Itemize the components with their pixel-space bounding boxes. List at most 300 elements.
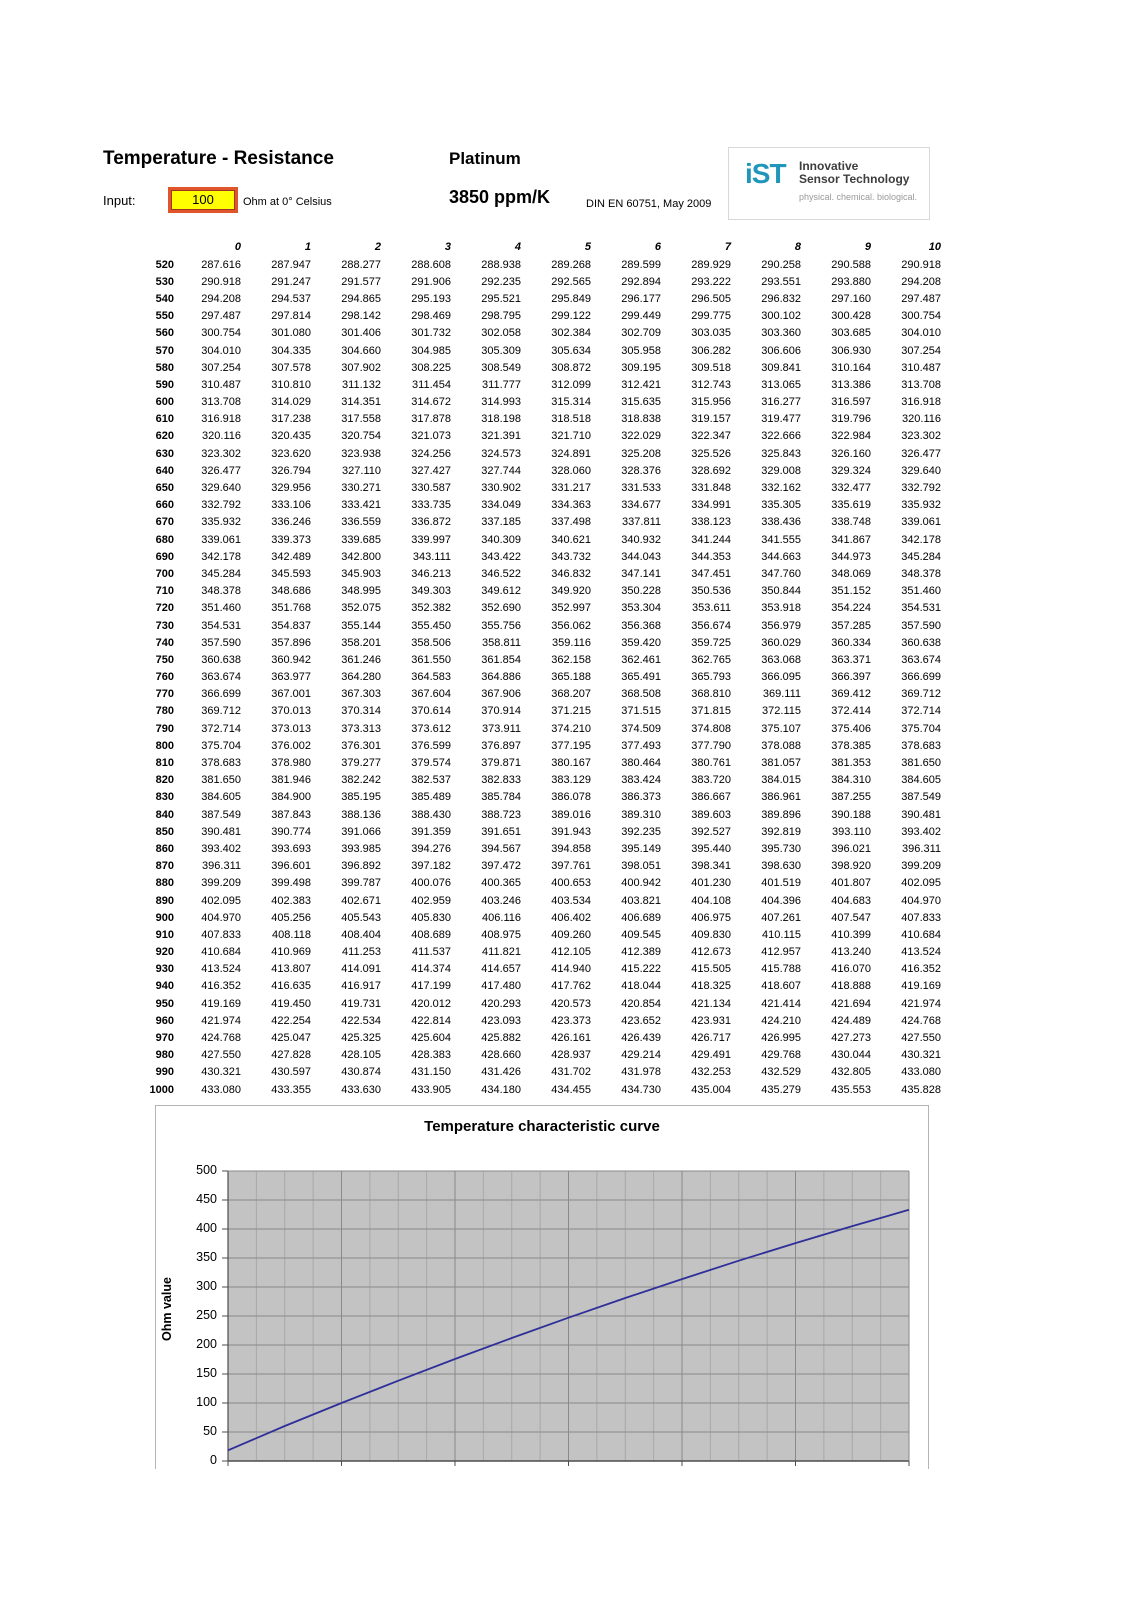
table-row [100,583,944,600]
resistance-value-cell: 373.911 [482,722,521,735]
resistance-value-cell: 358.811 [482,636,521,649]
resistance-value-cell: 412.957 [761,946,801,959]
row-label: 530 [155,275,174,288]
resistance-value-cell: 317.238 [271,413,311,426]
resistance-value-cell: 369.111 [762,688,801,701]
resistance-value-cell: 402.095 [201,894,241,907]
resistance-value-cell: 380.167 [551,757,591,770]
table-row [100,858,944,875]
resistance-value-cell: 356.674 [691,619,731,632]
resistance-value-cell: 310.487 [901,361,941,374]
resistance-value-cell: 381.353 [831,757,871,770]
resistance-value-cell: 425.047 [271,1032,311,1045]
resistance-value-cell: 295.521 [481,292,521,305]
resistance-value-cell: 340.932 [621,533,661,546]
resistance-value-cell: 354.224 [831,602,871,615]
resistance-value-cell: 409.260 [551,928,591,941]
resistance-value-cell: 315.314 [551,396,591,409]
resistance-value-cell: 387.255 [831,791,871,804]
resistance-value-cell: 329.008 [761,464,801,477]
resistance-value-cell: 357.590 [201,636,241,649]
resistance-value-cell: 405.543 [341,911,381,924]
y-axis-tick-label: 50 [203,1424,217,1438]
resistance-value-cell: 317.558 [341,413,381,426]
resistance-value-cell: 327.744 [481,464,521,477]
resistance-value-cell: 358.506 [411,636,451,649]
resistance-value-cell: 291.906 [411,275,451,288]
resistance-value-cell: 415.222 [621,963,661,976]
resistance-value-cell: 419.731 [341,997,381,1010]
resistance-value-cell: 329.640 [901,464,941,477]
resistance-value-cell: 413.240 [831,946,871,959]
resistance-value-cell: 363.977 [271,671,311,684]
resistance-value-cell: 349.303 [411,585,451,598]
row-label: 920 [155,946,174,959]
resistance-value-cell: 289.929 [691,258,731,271]
resistance-value-cell: 360.638 [901,636,941,649]
resistance-value-cell: 334.363 [551,499,591,512]
resistance-value-cell: 402.959 [411,894,451,907]
resistance-value-cell: 342.800 [341,550,381,563]
resistance-value-cell: 405.256 [271,911,311,924]
column-header: 9 [864,241,871,253]
row-label: 980 [155,1049,174,1062]
resistance-value-cell: 373.612 [411,722,451,735]
y-axis-tick-label: 100 [196,1395,217,1409]
resistance-value-cell: 335.305 [761,499,801,512]
row-label: 780 [155,705,174,718]
resistance-value-cell: 421.694 [831,997,871,1010]
table-body [100,256,944,1098]
resistance-value-cell: 425.882 [481,1032,521,1045]
resistance-value-cell: 398.920 [831,860,871,873]
resistance-value-cell: 375.406 [831,722,871,735]
resistance-value-cell: 352.382 [411,602,451,615]
resistance-value-cell: 418.044 [621,980,661,993]
resistance-value-cell: 398.341 [691,860,731,873]
resistance-value-cell: 384.605 [901,774,941,787]
resistance-value-cell: 327.110 [342,464,381,477]
row-label: 840 [155,808,174,821]
resistance-value-cell: 299.775 [691,310,731,323]
resistance-value-cell: 369.712 [901,688,941,701]
resistance-value-cell: 303.685 [831,327,871,340]
resistance-value-cell: 377.493 [621,739,661,752]
resistance-value-cell: 387.843 [271,808,311,821]
resistance-value-cell: 292.894 [621,275,661,288]
resistance-value-cell: 389.016 [551,808,591,821]
logo-tagline: physical. chemical. biological. [799,192,918,202]
resistance-value-cell: 424.768 [201,1032,241,1045]
resistance-value-cell: 433.905 [411,1083,451,1096]
resistance-value-cell: 407.547 [831,911,871,924]
resistance-value-cell: 433.355 [271,1083,311,1096]
resistance-value-cell: 426.439 [621,1032,661,1045]
resistance-value-cell: 336.872 [411,516,451,529]
resistance-value-cell: 400.076 [411,877,451,890]
resistance-value-cell: 368.508 [621,688,661,701]
resistance-value-cell: 311.777 [482,378,521,391]
table-row [100,1064,944,1081]
resistance-value-cell: 389.310 [621,808,661,821]
resistance-value-cell: 419.450 [271,997,311,1010]
row-label: 610 [155,413,174,426]
resistance-value-cell: 381.650 [201,774,241,787]
resistance-value-cell: 331.533 [621,482,661,495]
resistance-value-cell: 404.970 [901,894,941,907]
resistance-value-cell: 417.480 [481,980,521,993]
row-label: 970 [155,1032,174,1045]
resistance-value-cell: 400.942 [621,877,661,890]
resistance-value-cell: 299.122 [551,310,591,323]
resistance-value-cell: 386.373 [621,791,661,804]
y-axis-tick-label: 350 [196,1250,217,1264]
resistance-value-cell: 294.208 [901,275,941,288]
resistance-value-cell: 389.603 [691,808,731,821]
company-logo [728,147,930,220]
temperature-coefficient: 3850 ppm/K [449,187,551,207]
resistance-value-cell: 399.498 [271,877,311,890]
resistance-value-cell: 371.515 [621,705,661,718]
resistance-value-cell: 410.684 [901,928,941,941]
row-label: 910 [155,928,174,941]
table-row [100,342,944,359]
resistance-value-cell: 412.105 [551,946,591,959]
resistance-value-cell: 366.397 [831,671,871,684]
row-label: 950 [155,997,174,1010]
resistance-value-cell: 354.531 [901,602,941,615]
table-row [100,565,944,582]
resistance-value-cell: 297.487 [901,292,941,305]
resistance-value-cell: 404.970 [201,911,241,924]
resistance-value-cell: 343.111 [412,550,451,563]
resistance-value-cell: 291.247 [271,275,311,288]
resistance-value-cell: 350.844 [761,585,801,598]
resistance-value-cell: 347.451 [691,567,731,580]
resistance-value-cell: 290.588 [831,258,871,271]
resistance-value-cell: 411.253 [342,946,381,959]
table-row [100,840,944,857]
resistance-value-cell: 379.277 [341,757,381,770]
resistance-value-cell: 328.692 [691,464,731,477]
resistance-value-cell: 413.807 [271,963,311,976]
table-header-row [100,238,944,256]
resistance-value-cell: 355.144 [341,619,381,632]
resistance-value-cell: 372.414 [831,705,871,718]
resistance-value-cell: 393.402 [901,825,941,838]
resistance-value-cell: 298.795 [481,310,521,323]
column-header: 2 [374,241,381,253]
row-label: 730 [155,619,174,632]
row-label: 640 [155,464,174,477]
row-label: 580 [155,361,174,374]
table-row [100,1081,944,1098]
row-label: 930 [155,963,174,976]
resistance-value-cell: 329.956 [271,482,311,495]
resistance-value-cell: 410.115 [762,928,801,941]
resistance-value-cell: 403.246 [481,894,521,907]
resistance-value-cell: 334.677 [621,499,661,512]
resistance-value-cell: 370.914 [481,705,521,718]
row-label: 590 [155,378,174,391]
resistance-value-cell: 321.073 [411,430,451,443]
resistance-value-cell: 318.198 [481,413,521,426]
resistance-value-cell: 383.424 [621,774,661,787]
resistance-value-cell: 304.335 [271,344,311,357]
resistance-value-cell: 314.029 [271,396,311,409]
row-label: 550 [155,310,174,323]
resistance-value-cell: 370.614 [411,705,451,718]
table-row [100,909,944,926]
resistance-value-cell: 365.188 [551,671,591,684]
resistance-value-cell: 316.918 [901,396,941,409]
resistance-value-cell: 366.095 [761,671,801,684]
resistance-value-cell: 412.389 [621,946,661,959]
resistance-value-cell: 397.761 [551,860,591,873]
resistance-value-cell: 408.404 [341,928,381,941]
resistance-value-cell: 396.021 [831,842,871,855]
resistance-table [100,238,944,1098]
resistance-value-cell: 366.699 [901,671,941,684]
table-row [100,497,944,514]
resistance-value-cell: 419.169 [901,980,941,993]
resistance-value-cell: 364.583 [411,671,451,684]
resistance-value-cell: 401.807 [831,877,871,890]
resistance-value-cell: 420.573 [551,997,591,1010]
resistance-value-cell: 425.604 [411,1032,451,1045]
resistance-value-cell: 321.710 [551,430,591,443]
resistance-value-cell: 339.373 [271,533,311,546]
column-header: 0 [234,241,241,253]
resistance-value-cell: 340.309 [481,533,521,546]
row-label: 790 [155,722,174,735]
resistance-value-cell: 319.796 [831,413,871,426]
resistance-input[interactable]: 100 [168,187,238,213]
row-label: 1000 [149,1083,174,1096]
resistance-value-cell: 342.178 [901,533,941,546]
resistance-value-cell: 430.044 [831,1049,871,1062]
resistance-value-cell: 362.158 [551,653,591,666]
resistance-value-cell: 417.199 [411,980,451,993]
resistance-value-cell: 409.830 [691,928,731,941]
resistance-value-cell: 313.708 [201,396,241,409]
resistance-value-cell: 326.477 [201,464,241,477]
table-row [100,325,944,342]
row-label: 750 [155,653,174,666]
resistance-value-cell: 302.384 [551,327,591,340]
resistance-value-cell: 420.293 [481,997,521,1010]
resistance-value-cell: 322.029 [621,430,661,443]
resistance-value-cell: 411.821 [482,946,521,959]
resistance-value-cell: 424.210 [761,1014,801,1027]
resistance-value-cell: 344.043 [621,550,661,563]
table-row [100,514,944,531]
resistance-value-cell: 351.460 [901,585,941,598]
table-row [100,1029,944,1046]
ist-logo-icon: iST [745,158,786,189]
resistance-value-cell: 433.080 [201,1083,241,1096]
resistance-value-cell: 323.620 [271,447,311,460]
resistance-value-cell: 435.279 [761,1083,801,1096]
resistance-value-cell: 293.880 [831,275,871,288]
table-row [100,256,944,273]
resistance-value-cell: 313.065 [761,378,801,391]
resistance-value-cell: 388.430 [411,808,451,821]
resistance-value-cell: 352.075 [341,602,381,615]
resistance-value-cell: 367.906 [481,688,521,701]
resistance-value-cell: 338.123 [691,516,731,529]
resistance-value-cell: 402.095 [901,877,941,890]
resistance-value-cell: 341.244 [691,533,731,546]
resistance-value-cell: 408.118 [272,928,311,941]
resistance-value-cell: 305.309 [481,344,521,357]
resistance-value-cell: 423.652 [621,1014,661,1027]
resistance-value-cell: 421.134 [691,997,731,1010]
resistance-value-cell: 307.254 [901,344,941,357]
resistance-value-cell: 428.105 [341,1049,381,1062]
row-label: 720 [155,602,174,615]
resistance-value-cell: 344.353 [691,550,731,563]
resistance-value-cell: 378.385 [831,739,871,752]
resistance-value-cell: 416.917 [341,980,381,993]
column-header: 1 [304,241,311,253]
resistance-value-cell: 395.149 [621,842,661,855]
column-header: 4 [514,241,521,253]
resistance-value-cell: 407.833 [201,928,241,941]
row-label: 680 [155,533,174,546]
resistance-value-cell: 381.057 [761,757,801,770]
resistance-value-cell: 287.616 [201,258,241,271]
resistance-value-cell: 296.505 [691,292,731,305]
resistance-value-cell: 333.106 [271,499,311,512]
table-row [100,703,944,720]
resistance-value-cell: 393.110 [832,825,871,838]
resistance-value-cell: 353.611 [692,602,731,615]
resistance-value-cell: 359.725 [691,636,731,649]
resistance-value-cell: 316.277 [761,396,801,409]
resistance-value-cell: 341.555 [761,533,801,546]
resistance-value-cell: 389.896 [761,808,801,821]
resistance-value-cell: 392.235 [621,825,661,838]
row-label: 570 [155,344,174,357]
resistance-value-cell: 288.277 [341,258,381,271]
row-label: 650 [155,482,174,495]
resistance-value-cell: 309.841 [761,361,801,374]
table-row [100,1047,944,1064]
resistance-value-cell: 367.604 [411,688,451,701]
table-row [100,772,944,789]
resistance-value-cell: 298.142 [341,310,381,323]
resistance-value-cell: 385.195 [341,791,381,804]
resistance-value-cell: 404.683 [831,894,871,907]
resistance-value-cell: 302.709 [621,327,661,340]
resistance-value-cell: 420.854 [621,997,661,1010]
resistance-value-cell: 300.102 [761,310,801,323]
resistance-value-cell: 395.440 [691,842,731,855]
resistance-value-cell: 360.942 [271,653,311,666]
resistance-value-cell: 431.702 [551,1066,591,1079]
resistance-value-cell: 326.794 [271,464,311,477]
resistance-value-cell: 332.792 [901,482,941,495]
resistance-value-cell: 414.940 [551,963,591,976]
resistance-value-cell: 396.601 [271,860,311,873]
resistance-value-cell: 338.436 [761,516,801,529]
logo-name-line1: Innovative [799,159,859,173]
resistance-value-cell: 328.060 [551,464,591,477]
resistance-value-cell: 357.590 [901,619,941,632]
resistance-value-cell: 422.814 [411,1014,451,1027]
resistance-value-cell: 382.242 [341,774,381,787]
resistance-value-cell: 350.536 [691,585,731,598]
resistance-value-cell: 424.768 [901,1014,941,1027]
resistance-value-cell: 398.051 [621,860,661,873]
resistance-value-cell: 304.660 [341,344,381,357]
resistance-value-cell: 390.188 [831,808,871,821]
y-axis-tick-label: 300 [196,1279,217,1293]
resistance-value-cell: 400.365 [481,877,521,890]
resistance-value-cell: 347.760 [761,567,801,580]
table-row [100,634,944,651]
resistance-value-cell: 323.302 [201,447,241,460]
resistance-value-cell: 316.918 [201,413,241,426]
resistance-value-cell: 320.754 [341,430,381,443]
resistance-value-cell: 315.956 [691,396,731,409]
resistance-value-cell: 360.334 [831,636,871,649]
resistance-value-cell: 413.524 [901,946,941,959]
resistance-value-cell: 383.129 [551,774,591,787]
resistance-value-cell: 319.477 [761,413,801,426]
resistance-value-cell: 431.978 [621,1066,661,1079]
resistance-value-cell: 418.607 [761,980,801,993]
resistance-value-cell: 427.550 [901,1032,941,1045]
resistance-value-cell: 345.593 [271,567,311,580]
resistance-value-cell: 329.324 [831,464,871,477]
resistance-value-cell: 406.116 [482,911,521,924]
resistance-value-cell: 406.402 [551,911,591,924]
resistance-value-cell: 290.918 [901,258,941,271]
table-row [100,961,944,978]
resistance-value-cell: 407.261 [761,911,801,924]
resistance-value-cell: 332.162 [761,482,801,495]
resistance-value-cell: 339.685 [341,533,381,546]
material-title: Platinum [449,149,521,168]
row-label: 690 [155,550,174,563]
resistance-value-cell: 330.902 [481,482,521,495]
resistance-value-cell: 426.717 [691,1032,731,1045]
resistance-value-cell: 319.157 [691,413,731,426]
table-row [100,411,944,428]
resistance-value-cell: 398.630 [761,860,801,873]
resistance-value-cell: 313.386 [831,378,871,391]
resistance-value-cell: 399.209 [201,877,241,890]
resistance-value-cell: 394.276 [411,842,451,855]
resistance-value-cell: 307.578 [271,361,311,374]
resistance-value-cell: 301.080 [271,327,311,340]
resistance-value-cell: 324.573 [481,447,521,460]
resistance-value-cell: 393.402 [201,842,241,855]
resistance-value-cell: 327.427 [411,464,451,477]
resistance-value-cell: 425.325 [341,1032,381,1045]
resistance-value-cell: 337.811 [622,516,661,529]
resistance-value-cell: 435.828 [901,1083,941,1096]
resistance-value-cell: 405.830 [411,911,451,924]
resistance-value-cell: 349.612 [481,585,521,598]
row-label: 820 [155,774,174,787]
table-row [100,686,944,703]
resistance-value-cell: 310.810 [271,378,311,391]
resistance-value-cell: 351.768 [271,602,311,615]
resistance-value-cell: 400.653 [551,877,591,890]
